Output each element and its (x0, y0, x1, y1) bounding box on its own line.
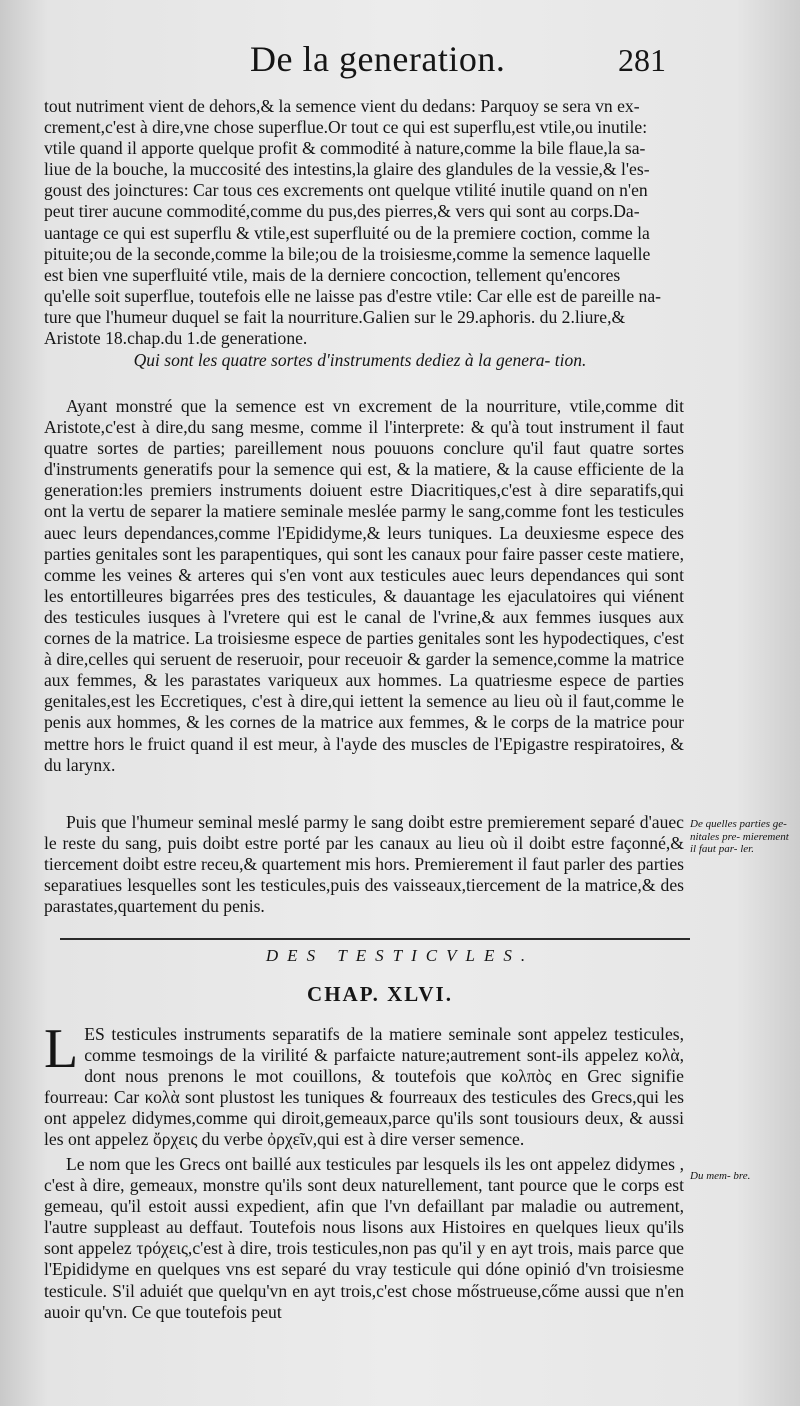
text-line: est bien vne superfluité vtile, mais de la derniere concoction, tellement qu'encores (44, 264, 621, 285)
text-line: liue de la bouche, la muccosité des intestins,la glaire des glandules de la vessie,& l'es- (44, 159, 650, 180)
text-line: ture que l'humeur duquel se fait la nourriture.Galien sur le 29.aphoris. du 2.liure,& (44, 306, 626, 327)
text-line: pituite;ou de la seconde,comme la bile;ou de la troisiesme,comme la semence laquelle (44, 243, 651, 264)
running-title: De la generation. (250, 39, 506, 79)
section-5: Le nom que les Grecs ont baillé aux testicules par lesquels ils les ont appelez didymes , c'est à dire, gemeaux, monstre qu'ils sont deux naturellement, tant pource que le corps est gemeau, qu'il estoit aussi expedient, afin que l'vn defaillant par maladie ou autrement, l'autre suppleast au deffaut. Toutefois nous lisons aux Histoires en quelques lieux qu'ils sont appelez τρόχεις,c'est à dire, trois testicules,non pas qu'il y en ayt trois, mais parce que l'Epididyme en quelques vns est separé du vray testicule qui dóne opinió d'vn troisiesme testicule. S'il aduiét que quelqu'vn en ayt trois,c'est chose mőstrueuse,cőme aussi que n'en auoir qu'vn. Ce que toutefois peut (44, 1154, 684, 1322)
page-number: 281 (618, 42, 666, 78)
section-3: Puis que l'humeur seminal meslé parmy le sang doibt estre premierement separé d'auec le reste du sang, puis doibt estre porté par les canaux au lieu où il doibt estre façonné,& tiercement doibt estre receu,& quartement mis hors. Premierement il faut parler des parties separatiues lesquelles sont les testicules,puis des vaisseaux,tiercement de la matrice,& des parastates,quartement du penis. (44, 812, 684, 917)
text-line: tout nutriment vient de dehors,& la semence vient du dedans: Parquoy se sera vn ex- (44, 96, 640, 116)
text-line: goust des joinctures: Car tous ces excrements ont quelque vtilité inutile quand on n'en (44, 180, 648, 201)
section-subheading: Qui sont les quatre sortes d'instruments dediez à la genera- tion. (133, 350, 587, 370)
margin-note-1: De quelles parties ge- nitales pre- mierement il faut par- ler. (690, 818, 789, 855)
text-line: uantage ce qui est superflu & vtile,est superfluité ou de la premiere coction, comme la (44, 222, 650, 243)
section-4-text: ES testicules instruments separatifs de la matiere seminale sont appelez testicules, comme tesmoings de la virilité & parfaicte nature;autrement sont-ils appelez κολὰ, dont nous prenons le mot couillons, & toutefois que κολπὸς en Grec signifie fourreau: Car κολὰ sont plustost les tuniques & fourreaux des testicules des Grecs,qui les ont appelez didymes,comme qui diroit,gemeaux,parce qu'ils sont tousiours deux, & aussi les ont appelez ὄρχεις du verbe ὀρχεῖν,qui est à dire verser semence. (44, 1024, 684, 1150)
divider-rule (60, 938, 690, 940)
section-2: Ayant monstré que la semence est vn excrement de la nourriture, vtile,comme dit Aristote,c'est à dire,du sang mesme, comme il l'interprete: & qu'à tout instrument il faut quatre sortes de parties; pareillement nous pouuons conclure qu'il faut quatre sortes d'instruments generatifs pour la semence qui est, & la matiere, & la cause efficiente de la generation:les premiers instruments doiuent estre Diacritiques,c'est à dire separatifs,qui ont la vertu de separer la matiere seminale meslée parmy le sang,comme font les testicules auec leurs dependances,comme l'Epididyme,& leurs tuniques. La deuxiesme espece des parties genitales sont les parapentiques, qui sont les canaux pour faire passer ceste matiere, comme les veines & arteres qui s'en vont aux testicules auec leurs dependances qui sont les entortilleures bigarrées pres des testicules, & dauantage les ejaculatoires qui viénent des testicules iusques à l'vretere qui est le canal de l'vrine,& aux femmes iusques aux cornes de la matrice. La troisiesme espece de parties genitales sont les hypodectiques, c'est à dire,celles qui seruent de reseruoir, pour receuoir & garder la semence,comme la matrice aux femmes, & les parastates variqueux aux hommes. La quatriesme espece de parties genitales,est les Eccretiques, c'est à dire,qui iettent la semence au lieu où il faut,comme le penis aux hommes, & les cornes de la matrice aux femmes, & le corps de la matrice pour mettre hors le fruict quand il est meur, à l'ayde des muscles de l'Epigastre respiratoires, & du larynx. (44, 396, 684, 775)
text-line: qu'elle soit superflue, toutefois elle ne laisse pas d'estre vtile: Car elle est de pareille na- (44, 285, 662, 306)
chapter-number: CHAP. XLVI. (307, 982, 453, 1006)
chapter-title: DES TESTICVLES. (265, 946, 535, 965)
margin-note-2: Du mem- bre. (690, 1170, 751, 1182)
text-line: vtile quand il apporte quelque profit & commodité à nature,comme la bile flaue,la sa- (44, 138, 646, 159)
text-line: Aristote 18.chap.du 1.de generatione. (44, 328, 308, 349)
section-4 (44, 1018, 684, 1151)
drop-cap: L (44, 1018, 79, 1080)
text-line: crement,c'est à dire,vne chose superflue.Or tout ce qui est superflu,est vtile,ou inutile: (44, 117, 648, 138)
section-1 (44, 96, 684, 349)
text-line: peut tirer aucune commodité,comme du pus,des pierres,& vers qui sont au corps.Da- (44, 201, 640, 222)
